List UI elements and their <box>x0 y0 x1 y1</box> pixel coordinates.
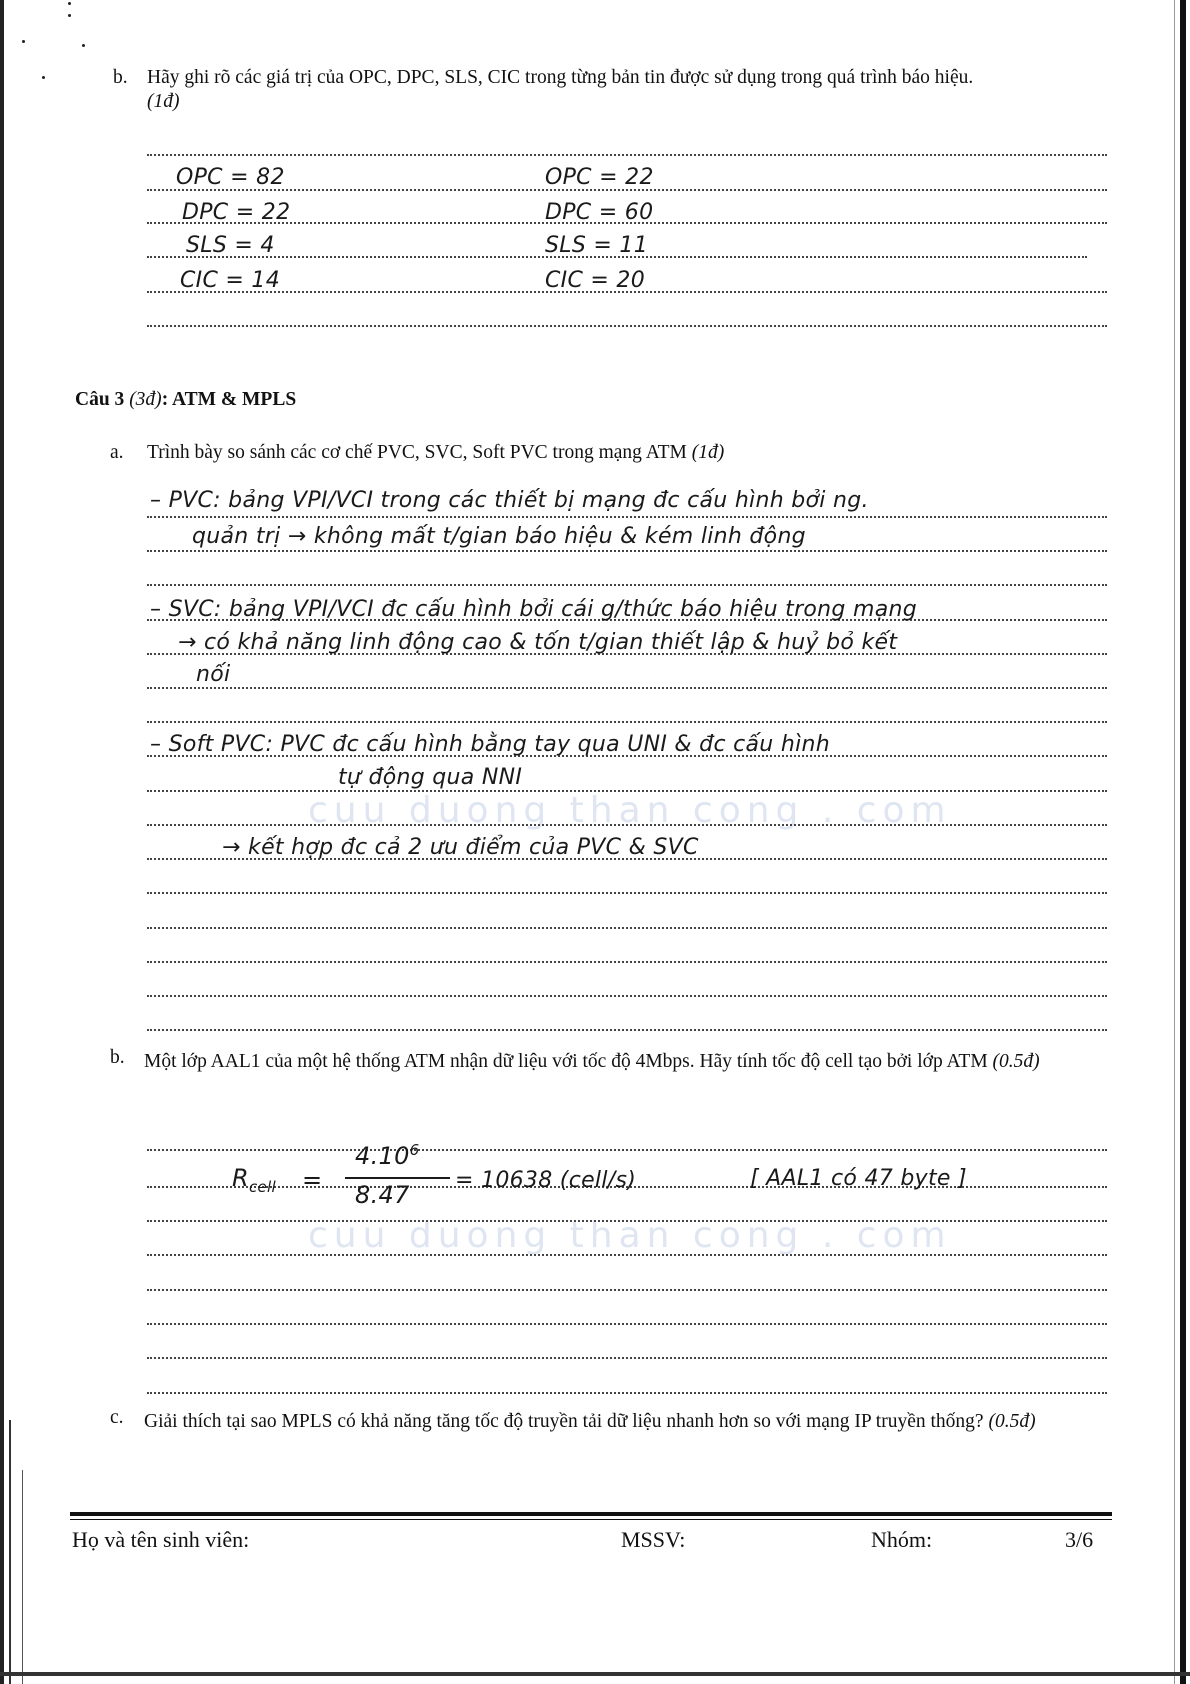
watermark: cuu duong than cong . com <box>308 1215 952 1256</box>
handwritten-answer-line: – Soft PVC: PVC đc cấu hình bằng tay qua UNI & đc cấu hình <box>150 732 830 757</box>
answer-line <box>147 790 1107 792</box>
section-points: (3đ) <box>129 389 162 410</box>
answer-line <box>147 1029 1107 1031</box>
question-marker: a. <box>110 442 124 463</box>
answer-line <box>147 1289 1107 1291</box>
question-marker: b. <box>110 1047 125 1068</box>
formula-numerator <box>355 1141 419 1170</box>
question-text: Giải thích tại sao MPLS có khả năng tăng tốc độ truyền tải dữ liệu nhanh hơn so với mạng IP truyền thống? <box>144 1411 984 1432</box>
scan-right-edge-line <box>1174 0 1175 1684</box>
question-text: Hãy ghi rõ các giá trị của OPC, DPC, SLS, CIC trong từng bản tin được sử dụng trong quá trình báo hiệu. <box>147 67 974 88</box>
formula-equals: = <box>302 1166 323 1194</box>
section-label: Câu 3 <box>75 389 125 410</box>
answer-line <box>147 1357 1107 1359</box>
handwritten-answer-line: tự động qua NNI <box>338 765 523 790</box>
answer-msg2-opc: OPC = 22 <box>545 165 654 190</box>
scan-speck <box>22 40 25 43</box>
watermark: cuu duong than cong . com <box>308 790 952 831</box>
formula-lhs-subscript: cell <box>248 1177 276 1196</box>
footer-group-label: Nhóm: <box>871 1527 933 1552</box>
answer-msg1-dpc: DPC = 22 <box>182 200 291 225</box>
answer-line <box>147 584 1107 586</box>
question-points: (1đ) <box>691 442 725 463</box>
handwritten-answer-line: → kết hợp đc cả 2 ưu điểm của PVC & SVC <box>222 835 699 860</box>
answer-line <box>147 1220 1107 1222</box>
question-marker: b. <box>113 67 128 88</box>
handwritten-answer-line: – PVC: bảng VPI/VCI trong các thiết bị mạng đc cấu hình bởi ng. <box>150 488 869 513</box>
section-topic: : ATM & MPLS <box>161 389 297 410</box>
formula-note: [ AAL1 có 47 byte ] <box>750 1166 967 1191</box>
question-3a-text <box>147 441 724 465</box>
scan-speck <box>82 44 85 47</box>
question-text: Trình bày so sánh các cơ chế PVC, SVC, Soft PVC trong mạng ATM <box>147 442 687 463</box>
answer-line <box>147 824 1107 826</box>
handwritten-answer-line: quản trị → không mất t/gian báo hiệu & kém linh động <box>192 524 806 549</box>
question-points: (0.5đ) <box>988 1411 1036 1432</box>
answer-msg2-sls: SLS = 11 <box>545 233 649 258</box>
scan-speck <box>68 14 71 17</box>
scan-speck <box>68 2 71 5</box>
formula-denominator: 8.47 <box>355 1181 410 1209</box>
footer-name-label: Họ và tên sinh viên: <box>72 1527 250 1552</box>
answer-msg1-cic: CIC = 14 <box>180 268 281 293</box>
answer-line <box>147 927 1107 929</box>
answer-line <box>147 1323 1107 1325</box>
question-2b-text <box>147 66 1117 114</box>
fraction-bar <box>345 1177 450 1179</box>
handwritten-answer-line: → có khả năng linh động cao & tốn t/gian thiết lập & huỷ bỏ kết <box>178 630 898 655</box>
scan-left-edge-line <box>22 1470 23 1684</box>
formula-lhs-symbol: R <box>232 1164 249 1192</box>
question-3b-text <box>144 1046 1114 1078</box>
footer-rule <box>70 1519 1112 1520</box>
question-marker: c. <box>110 1407 124 1428</box>
question-points: (0.5đ) <box>992 1051 1040 1072</box>
scan-left-edge-line <box>9 1420 11 1684</box>
formula-result: = 10638 (cell/s) <box>455 1168 637 1193</box>
answer-line <box>147 995 1107 997</box>
formula-numerator-base: 4.10 <box>355 1142 410 1170</box>
answer-msg2-dpc: DPC = 60 <box>545 200 654 225</box>
formula-exponent: 6 <box>409 1141 420 1159</box>
footer-id-label: MSSV: <box>621 1527 686 1552</box>
answer-line <box>147 1392 1107 1394</box>
answer-line <box>147 1254 1107 1256</box>
handwritten-answer-line: – SVC: bảng VPI/VCI đc cấu hình bởi cái g/thức báo hiệu trong mạng <box>150 597 918 622</box>
answer-msg1-sls: SLS = 4 <box>186 233 275 258</box>
question-points: (1đ) <box>147 91 180 112</box>
question-3c-text <box>144 1406 1114 1438</box>
section-heading <box>75 388 296 412</box>
answer-line <box>147 550 1107 552</box>
formula-lhs <box>232 1164 276 1196</box>
answer-line <box>147 961 1107 963</box>
handwritten-answer-line: nối <box>196 662 231 687</box>
scan-right-edge <box>1180 0 1186 1684</box>
answer-line <box>147 154 1107 156</box>
answer-msg1-opc: OPC = 82 <box>176 165 285 190</box>
answer-line <box>147 325 1107 327</box>
page-number: 3/6 <box>1065 1527 1094 1552</box>
answer-line <box>147 892 1107 894</box>
scan-bottom-edge <box>0 1672 1190 1676</box>
answer-line <box>147 721 1107 723</box>
answer-line <box>147 516 1107 518</box>
question-text: Một lớp AAL1 của một hệ thống ATM nhận dữ liệu với tốc độ 4Mbps. Hãy tính tốc độ cell tạo bởi lớp ATM <box>144 1051 988 1072</box>
answer-line <box>147 687 1107 689</box>
scan-speck <box>42 76 45 79</box>
scan-left-edge <box>0 0 4 1684</box>
answer-msg2-cic: CIC = 20 <box>545 268 646 293</box>
footer-rule <box>70 1512 1112 1516</box>
answer-line <box>147 1149 1107 1151</box>
